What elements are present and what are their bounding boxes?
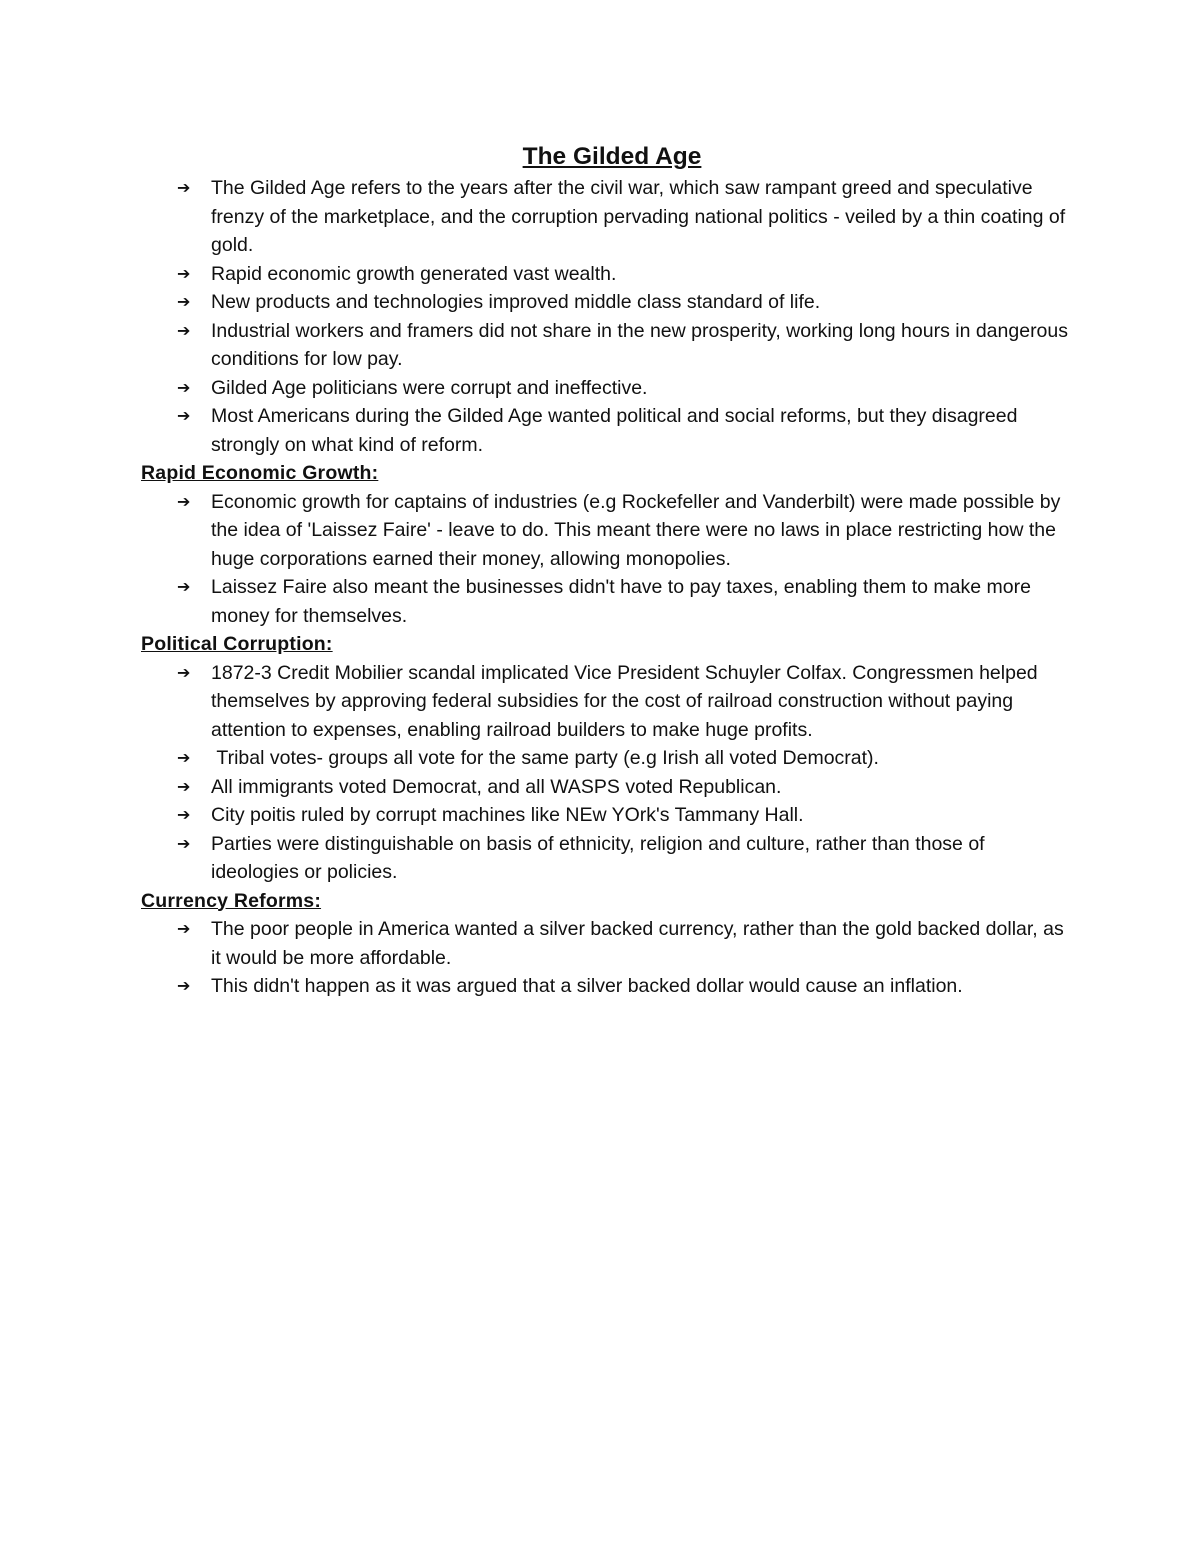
arrow-bullet-icon: ➔ — [177, 976, 191, 995]
list-item-text: Tribal votes- groups all vote for the same party (e.g Irish all voted Democrat). — [211, 747, 879, 769]
arrow-bullet-icon: ➔ — [177, 919, 191, 938]
arrow-bullet-icon: ➔ — [177, 577, 191, 596]
list-item — [141, 744, 1071, 773]
arrow-bullet-icon: ➔ — [177, 776, 191, 796]
political-corruption-list — [141, 659, 1071, 887]
list-item-text: Economic growth for captains of industries (e.g Rockefeller and Vanderbilt) were made possible by the idea of 'Laissez Faire' - leave to do. This meant there were no laws in place restricting how the huge corporations earned their money, allowing monopolies. — [211, 490, 1061, 570]
list-item-text: Industrial workers and framers did not share in the new prosperity, working long hours in dangerous conditions for low pay. — [211, 319, 1069, 370]
list-item-text: Rapid economic growth generated vast wealth. — [211, 262, 617, 285]
list-item — [141, 830, 1071, 887]
section-heading-economic-growth: Rapid Economic Growth: — [141, 462, 379, 484]
arrow-bullet-icon: ➔ — [177, 406, 191, 425]
list-item-text: This didn't happen as it was argued that a silver backed dollar would cause an inflation. — [211, 975, 963, 997]
list-item-text: New products and technologies improved middle class standard of life. — [211, 291, 821, 313]
currency-reforms-list — [141, 915, 1071, 1001]
list-item — [141, 374, 1071, 403]
arrow-bullet-icon: ➔ — [177, 748, 191, 767]
list-item — [141, 773, 1071, 802]
arrow-bullet-icon: ➔ — [177, 491, 191, 511]
document-title: The Gilded Age — [522, 143, 702, 170]
document-body — [141, 140, 1071, 1001]
section-heading-political-corruption: Political Corruption: — [141, 633, 333, 655]
arrow-bullet-icon: ➔ — [177, 263, 191, 283]
list-item-text: All immigrants voted Democrat, and all WASPS voted Republican. — [211, 775, 782, 798]
list-item — [141, 488, 1071, 574]
arrow-bullet-icon: ➔ — [177, 320, 191, 340]
arrow-bullet-icon: ➔ — [177, 377, 191, 397]
list-item — [141, 174, 1071, 260]
list-item-text: The Gilded Age refers to the years after the civil war, which saw rampant greed and speculative frenzy of the marketplace, and the corruption pervading national politics - veiled by a thin coating of gold. — [211, 177, 1066, 256]
list-item — [141, 260, 1071, 289]
list-item — [141, 573, 1071, 630]
list-item-text: 1872-3 Credit Mobilier scandal implicated Vice President Schuyler Colfax. Congressmen helped themselves by approving federal subsidies for the cost of railroad construction without paying attention to expenses, enabling railroad builders to make huge profits. — [211, 661, 1038, 741]
list-item-text: Most Americans during the Gilded Age wanted political and social reforms, but they disagreed strongly on what kind of reform. — [211, 405, 1018, 456]
list-item — [141, 972, 1071, 1001]
intro-list — [141, 174, 1071, 459]
list-item-text: City poitis ruled by corrupt machines like NEw YOrk's Tammany Hall. — [211, 804, 804, 826]
arrow-bullet-icon: ➔ — [177, 662, 191, 682]
arrow-bullet-icon: ➔ — [177, 292, 191, 311]
economic-growth-list — [141, 488, 1071, 631]
list-item-text: Gilded Age politicians were corrupt and ineffective. — [211, 376, 648, 399]
list-item-text: Laissez Faire also meant the businesses didn't have to pay taxes, enabling them to make more money for themselves. — [211, 576, 1031, 627]
list-item — [141, 659, 1071, 745]
list-item — [141, 915, 1071, 972]
arrow-bullet-icon: ➔ — [177, 833, 191, 853]
arrow-bullet-icon: ➔ — [177, 178, 191, 197]
list-item-text: Parties were distinguishable on basis of ethnicity, religion and culture, rather than those of ideologies or policies. — [211, 832, 985, 883]
section-heading-currency-reforms: Currency Reforms: — [141, 889, 322, 912]
arrow-bullet-icon: ➔ — [177, 805, 191, 824]
list-item — [141, 402, 1071, 459]
list-item — [141, 288, 1071, 317]
list-item — [141, 801, 1071, 830]
list-item-text: The poor people in America wanted a silver backed currency, rather than the gold backed dollar, as it would be more affordable. — [211, 918, 1064, 969]
list-item — [141, 317, 1071, 374]
